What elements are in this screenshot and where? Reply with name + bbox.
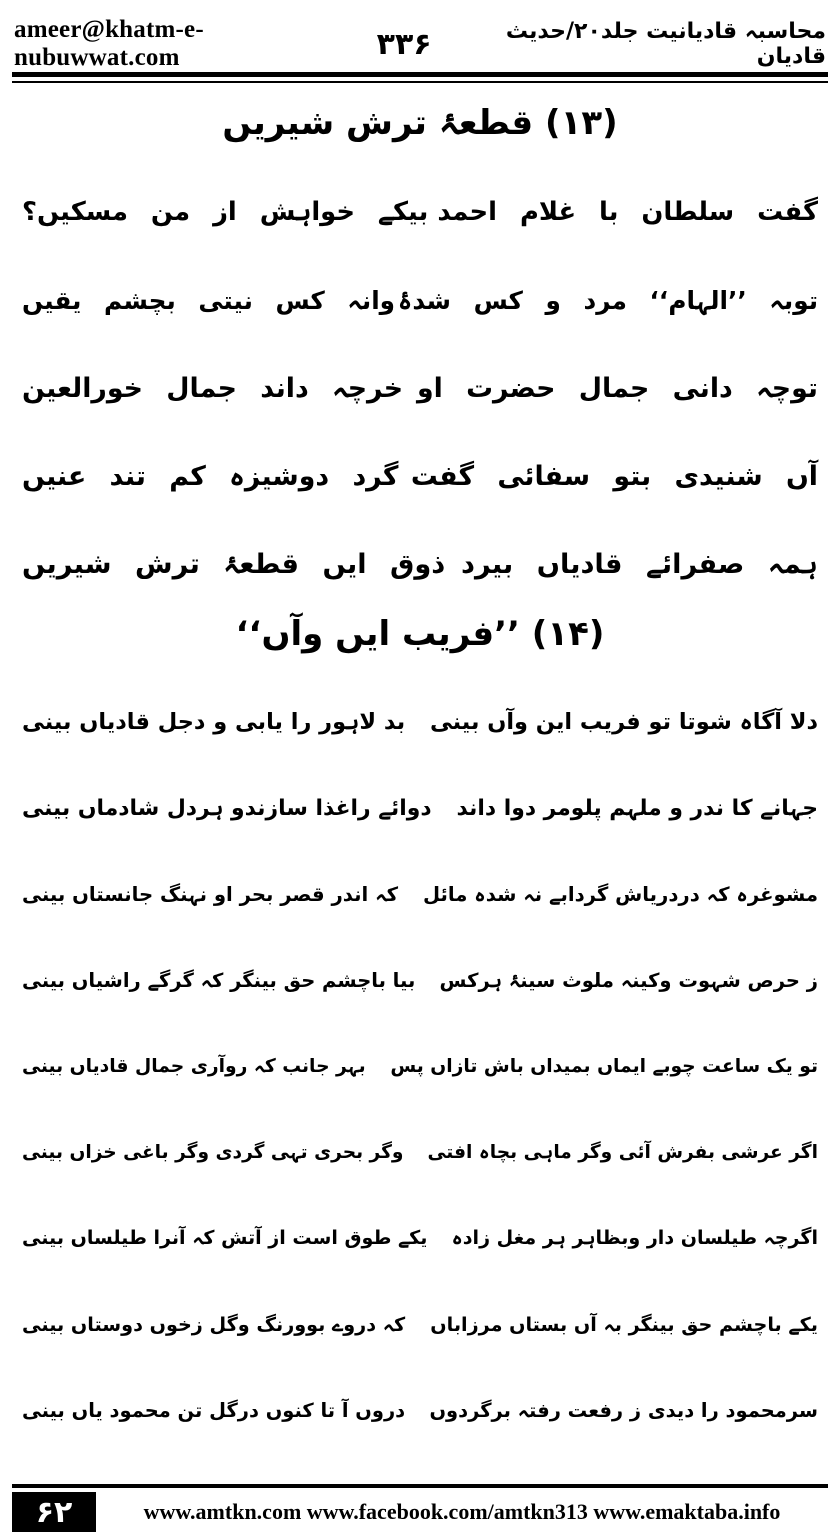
couplet-first-line: جہانے کا ندر و ملہم پلومر دوا داند [456,795,818,821]
poem-couplet [22,948,818,1012]
header-left [14,16,432,72]
page-footer [12,1492,828,1532]
couplet-second-line: خرچہ داند جمال خورالعین [22,372,404,404]
poem-couplet [22,1120,818,1184]
poem-couplet [22,444,818,508]
poem-couplet [22,862,818,926]
couplet-first-line: اگرچہ طیلسان دار وبظاہر ہر مغل زادہ [451,1227,818,1249]
couplet-first-line: مشوغرہ کہ دردریاش گردابے نہ شدہ مائل [422,882,818,906]
poem-couplet [22,1378,818,1442]
poem-couplet [22,1034,818,1098]
couplet-second-line: دروں آ تا کنوں درگل تن محمود یاں بینی [22,1398,406,1422]
footer-links: www.amtkn.com www.facebook.com/amtkn313 www.emaktaba.info [143,1499,781,1524]
couplet-first-line: ہمہ صفرائے قادیاں بیرد [461,548,818,580]
couplet-second-line: بیا باچشم حق بینگر کہ گرگے راشیاں بینی [22,968,416,992]
poem-couplet [22,690,818,754]
header-rule-thick [12,72,828,77]
couplet-first-line: تو یک ساعت چوبے ایماں بمیداں باش تازاں پس [390,1055,818,1077]
poem-couplet [22,1206,818,1270]
section-14-title: (۱۴) ’’فریب ایں وآں‘‘ [235,614,605,654]
poem-couplet [22,532,818,596]
couplet-first-line: توبہ ’’الہام‘‘ مرد و کس شدۂ [397,285,818,315]
couplet-second-line: یکے طوق است از آتش کہ آنرا طیلساں بینی [22,1227,428,1249]
footer-page-number: ۶۲ [12,1492,96,1532]
couplet-first-line: توچہ دانی جمال حضرت او [416,372,818,404]
footer-rule [12,1484,828,1488]
poem-couplet [22,180,818,244]
header-book-title: محاسبہ قادیانیت جلد۲۰/حدیث قادیان [505,19,826,69]
couplet-second-line: بہر جانب کہ روآری جمال قادیاں بینی [22,1055,366,1077]
couplet-first-line: دلا آگاہ شوتا تو فریب این وآں بینی [429,709,818,735]
couplet-second-line: کہ دروے بوورنگ وگل زخوں دوستاں بینی [22,1312,406,1336]
header-email: ameer@khatm-e-nubuwwat.com [14,16,204,71]
couplet-first-line: ز حرص شہوت وکینہ ملوث سینۂ ہرکس [439,968,818,992]
couplet-first-line: یکے باچشم حق بینگر بہ آں بستاں مرزاباں [430,1312,818,1336]
couplet-second-line: بیکے خواہش از من مسکیں؟ [22,197,429,227]
couplet-second-line: وانہ کس نیتی بچشم یقیں [22,285,396,315]
couplet-first-line: آں شنیدی بتو سفائی گفت [410,460,818,492]
section-13-title: (۱۳) قطعۂ ترش شیریں [222,103,618,143]
couplet-second-line: ذوق ایں قطعۂ ترش شیریں [22,548,446,580]
couplet-second-line: وگر بحری تہی گردی وگر باغی خزاں بینی [22,1141,404,1163]
couplet-first-line: سرمحمود را دیدی ز رفعت رفتہ برگردوں [429,1398,818,1422]
page-header [14,18,826,70]
couplet-second-line: کہ اندر قصر بحر او نہنگ جانستاں بینی [22,882,399,906]
header-rule-thin [12,81,828,83]
couplet-second-line: گرد دوشیزہ کم تند عنیں [22,460,399,492]
poem-couplet [22,776,818,840]
couplet-first-line: گفت سلطان با غلام احمد [437,197,818,227]
couplet-first-line: اگر عرشی بفرش آئی وگر ماہی بچاہ افتی [427,1141,818,1163]
couplet-second-line: بد لاہور را یابی و دجل قادیاں بینی [22,709,406,735]
couplet-second-line: دوائے راغذا سازندو ہردل شادماں بینی [22,795,432,821]
poem-couplet [22,356,818,420]
header-page-number: ۳۳۶ [376,26,432,62]
poem-couplet [22,1292,818,1356]
poem-couplet [22,268,818,332]
